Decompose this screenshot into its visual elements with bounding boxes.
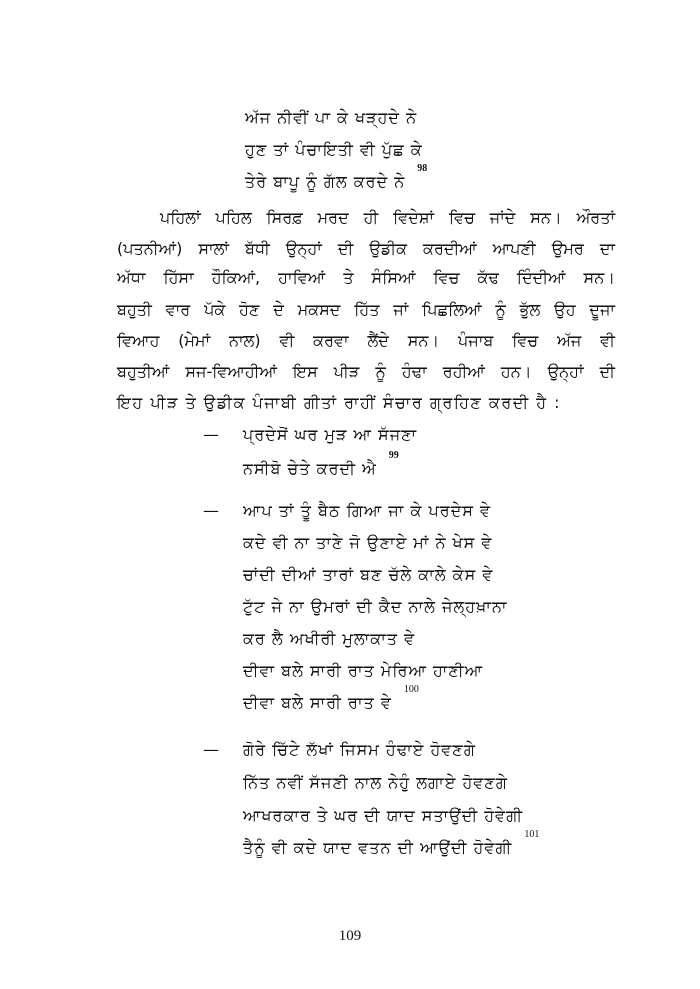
page-number: 109: [338, 928, 362, 944]
quote-line: ਚਾਂਦੀ ਦੀਆਂ ਤਾਰਾਂ ਬਣ ਚੱਲੇ ਕਾਲੇ ਕੇਸ ਵੇ: [243, 565, 494, 584]
paragraph-line: (ਪਤਨੀਆਂ) ਸਾਲਾਂ ਬੱਧੀ ਉਨ੍ਹਾਂ ਦੀ ਉਡੀਕ ਕਰਦੀਆਂ ਆਪਣੀ ਉਮਰ ਦਾ: [117, 239, 615, 258]
quote-line: ਕਰ ਲੈ ਅਖੀਰੀ ਮੁਲਾਕਾਤ ਵੇ: [243, 629, 416, 648]
paragraph-line: ਵਿਆਹ (ਮੇਮਾਂ ਨਾਲ) ਵੀ ਕਰਵਾ ਲੈਂਦੇ ਸਨ। ਪੰਜਾਬ ਵਿਚ ਅੱਜ ਵੀ: [117, 331, 615, 350]
quote-line: ਆਪ ਤਾਂ ਤੂੰ ਬੈਠ ਗਿਆ ਜਾ ਕੇ ਪਰਦੇਸ ਵੇ: [243, 501, 492, 520]
footnote-ref: 100: [403, 684, 419, 695]
quote-dash: —: [203, 425, 219, 444]
paragraph-line: ਪਹਿਲਾਂ ਪਹਿਲ ਸਿਰਫ਼ ਮਰਦ ਹੀ ਵਿਦੇਸ਼ਾਂ ਵਿਚ ਜਾਂਦੇ ਸਨ। ਔਰਤਾਂ: [160, 208, 615, 227]
quote-line: ਦੀਵਾ ਬਲੇ ਸਾਰੀ ਰਾਤ ਵੇ: [243, 693, 392, 712]
quote-line: ਪ੍ਰਦੇਸੋਂ ਘਰ ਮੁੜ ਆ ਸੱਜਣਾ: [243, 425, 418, 444]
quote-line: ਕਦੇ ਵੀ ਨਾ ਤਾਣੇ ਜੋ ਉਣਾਏ ਮਾਂ ਨੇ ਖੇਸ ਵੇ: [243, 533, 493, 552]
footnote-ref: 98: [417, 163, 428, 174]
verse-line: ਅੱਜ ਨੀਵੀਂ ਪਾ ਕੇ ਖੜ੍ਹਦੇ ਨੇ: [245, 108, 418, 127]
quote-dash: —: [203, 740, 219, 759]
paragraph-line: ਅੱਧਾ ਹਿੱਸਾ ਹੌਕਿਆਂ, ਹਾਵਿਆਂ ਤੇ ਸੰਸਿਆਂ ਵਿਚ ਕੱਢ ਦਿੰਦੀਆਂ ਸਨ।: [117, 268, 615, 287]
paragraph-line: ਬਹੁਤੀ ਵਾਰ ਪੱਕੇ ਹੋਣ ਦੇ ਮਕਸਦ ਹਿੱਤ ਜਾਂ ਪਿਛਲਿਆਂ ਨੂੰ ਭੁੱਲ ਉਹ ਦੂਜਾ: [117, 300, 615, 319]
quote-line: ਦੀਵਾ ਬਲੇ ਸਾਰੀ ਰਾਤ ਮੇਰਿਆ ਹਾਣੀਆ: [243, 661, 483, 680]
quote-line: ਨਸੀਬੋ ਚੇਤੇ ਕਰਦੀ ਐ: [243, 459, 377, 478]
verse-line: ਤੇਰੇ ਬਾਪੂ ਨੂੰ ਗੱਲ ਕਰਦੇ ਨੇ: [245, 172, 406, 191]
verse-line-with-footnote: [245, 163, 428, 192]
footnote-ref: 101: [524, 829, 540, 840]
quote-line: ਤੈਨੂੰ ਵੀ ਕਦੇ ਯਾਦ ਵਤਨ ਦੀ ਆਉਂਦੀ ਹੋਵੇਗੀ: [243, 838, 513, 857]
quote-dash: —: [203, 501, 219, 520]
footnote-ref: 99: [388, 450, 399, 461]
quote-line: ਟੁੱਟ ਜੇ ਨਾ ਉਮਰਾਂ ਦੀ ਕੈਦ ਨਾਲੇ ਜੇਲ੍ਹਖ਼ਾਨਾ: [243, 597, 508, 616]
paragraph-line: ਇਹ ਪੀੜ ਤੇ ਉਡੀਕ ਪੰਜਾਬੀ ਗੀਤਾਂ ਰਾਹੀਂ ਸੰਚਾਰ ਗ੍ਰਹਿਣ ਕਰਦੀ ਹੈ :: [117, 393, 562, 412]
quote-line-with-footnote: [243, 450, 399, 479]
quote-line: ਆਖਰਕਾਰ ਤੇ ਘਰ ਦੀ ਯਾਦ ਸਤਾਉਂਦੀ ਹੋਵੇਗੀ: [243, 806, 524, 825]
quote-line: ਗੋਰੇ ਚਿੱਟੇ ਲੱਖਾਂ ਜਿਸਮ ਹੰਢਾਏ ਹੋਵਣਗੇ: [243, 740, 476, 759]
quote-line-with-footnote: [243, 829, 540, 858]
verse-line: ਹੁਣ ਤਾਂ ਪੰਚਾਇਤੀ ਵੀ ਪੁੱਛ ਕੇ: [245, 140, 423, 159]
paragraph-line: ਬਹੁਤੀਆਂ ਸਜ-ਵਿਆਹੀਆਂ ਇਸ ਪੀੜ ਨੂੰ ਹੰਢਾ ਰਹੀਆਂ ਹਨ। ਉਨ੍ਹਾਂ ਦੀ: [117, 362, 615, 381]
quote-line: ਨਿੱਤ ਨਵੀਂ ਸੱਜਣੀ ਨਾਲ ਨੇਹੁੰ ਲਗਾਏ ਹੋਵਣਗੇ: [243, 773, 508, 792]
quote-line-with-footnote: [243, 684, 419, 713]
